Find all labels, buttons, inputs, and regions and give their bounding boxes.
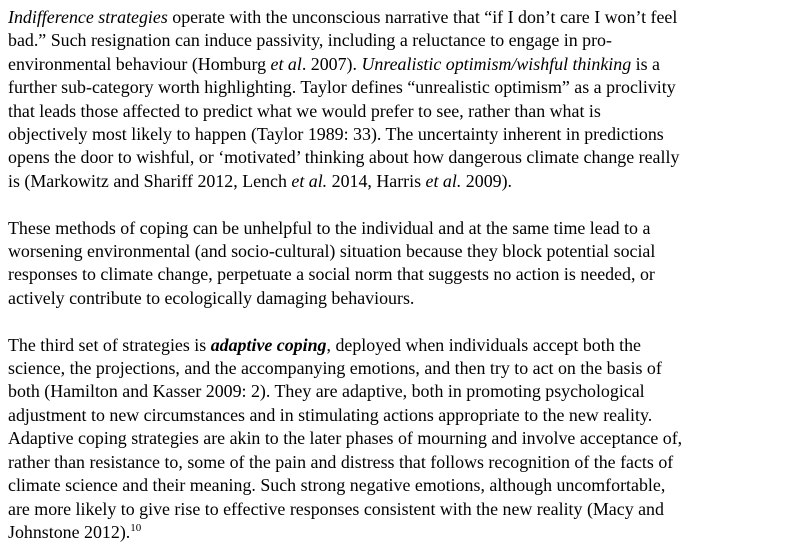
paragraph-indifference-strategies [8,6,798,193]
paragraph-gap [8,310,798,333]
footnote-marker: 10 [130,521,142,534]
paragraph-adaptive-coping [8,334,798,545]
text-line: bad.” Such resignation can induce passivity, including a reluctance to engage in pro- [8,30,612,51]
text-line: actively contribute to ecologically damaging behaviours. [8,287,415,308]
italic-et-al: et al. [291,170,328,191]
text-line: responses to climate change, perpetuate a social norm that suggests no action is needed, or [8,264,655,285]
text-span: . 2007). [301,53,362,74]
text-span: environmental behaviour (Homburg [8,53,271,74]
text-span: is a [631,53,660,74]
text-line: further sub-category worth highlighting. Taylor defines “unrealistic optimism” as a proclivity [8,77,676,98]
text-line: science, the projections, and the accompanying emotions, and then try to act on the basis of [8,358,662,379]
document-page [8,6,798,544]
text-line [8,6,798,29]
text-line: climate science and their meaning. Such strong negative emotions, although uncomfortable, [8,475,666,496]
italic-et-al: et al [270,53,302,74]
text-line: Adaptive coping strategies are akin to the later phases of mourning and involve acceptance of, [8,428,683,449]
text-span: Johnstone 2012). [8,521,131,542]
text-line [8,170,798,193]
text-span: 2014, Harris [327,170,426,191]
text-line: that leads those affected to predict what we would prefer to see, rather than what is [8,100,601,121]
text-line: adjustment to new circumstances and in stimulating actions appropriate to the new reality. [8,404,653,425]
italic-et-al: et al. [425,170,462,191]
italic-term: Unrealistic optimism/wishful thinking [361,53,632,74]
text-line: rather than resistance to, some of the pain and distress that follows recognition of the facts of [8,451,674,472]
text-line [8,53,798,76]
text-line [8,521,798,544]
text-span: , deployed when individuals accept both the [326,334,641,355]
text-line: are more likely to give rise to effective responses consistent with the new reality (Macy and [8,498,664,519]
paragraph-coping-methods [8,217,798,311]
text-span: The third set of strategies is [8,334,211,355]
text-line: both (Hamilton and Kasser 2009: 2). They are adaptive, both in promoting psychological [8,381,645,402]
text-span: is (Markowitz and Shariff 2012, Lench [8,170,292,191]
text-line: opens the door to wishful, or ‘motivated’ thinking about how dangerous climate change really [8,147,680,168]
text-line: objectively most likely to happen (Taylor 1989: 33). The uncertainty inherent in predictions [8,124,664,145]
text-line: These methods of coping can be unhelpful to the individual and at the same time lead to a [8,217,651,238]
text-line: worsening environmental (and socio-cultural) situation because they block potential social [8,241,656,262]
text-span: 2009). [461,170,513,191]
text-line [8,334,798,357]
bold-italic-term: adaptive coping [210,334,327,355]
paragraph-gap [8,193,798,216]
text-span: operate with the unconscious narrative that “if I don’t care I won’t feel [167,7,678,27]
italic-term: Indifference strategies [8,7,168,27]
